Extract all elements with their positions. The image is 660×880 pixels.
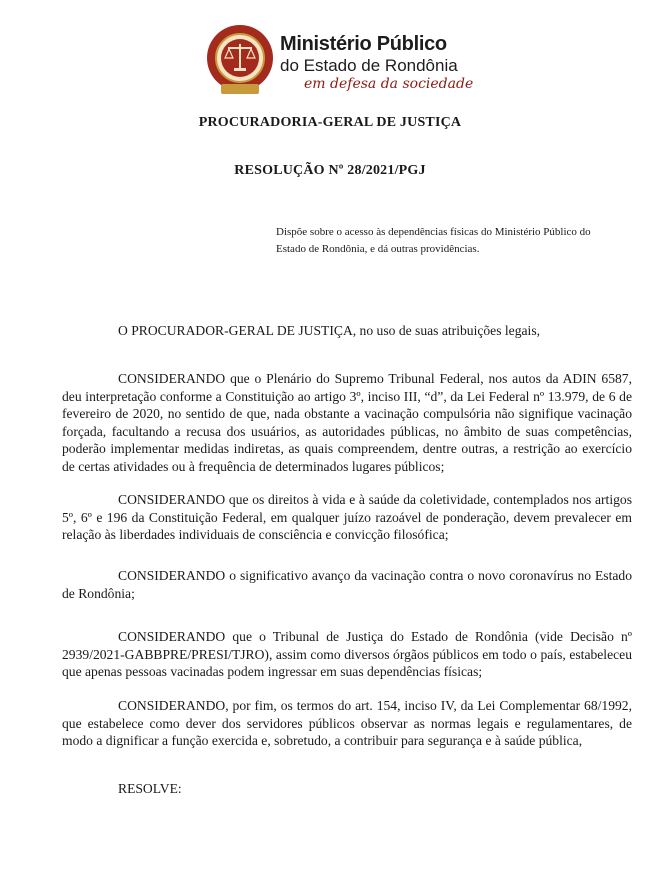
considerando-paragraph: CONSIDERANDO o significativo avanço da vacinação contra o novo coronavírus no Estado de Rondônia;: [62, 568, 632, 601]
resolve-heading: RESOLVE:: [118, 781, 182, 796]
considerando-paragraph: CONSIDERANDO, por fim, os termos do art. 154, inciso IV, da Lei Complementar 68/1992, que estabelece como dever dos servidores públicos observar as normas legais e regulamentares, de modo a dignificar a função exercida e, sobretudo, a contribuir para segurança e à saúde pública,: [62, 698, 632, 748]
institution-logo: [205, 20, 474, 100]
opening-paragraph: O PROCURADOR-GERAL DE JUSTIÇA, no uso de suas atribuições legais,: [118, 323, 541, 338]
resolution-summary: Dispõe sobre o acesso às dependências físicas do Ministério Público do Estado de Rondônia, e dá outras providências.: [276, 226, 591, 255]
scales-of-justice-seal-icon: [205, 20, 275, 96]
resolution-title: RESOLUÇÃO Nº 28/2021/PGJ: [234, 163, 426, 178]
institution-subtitle: do Estado de Rondônia: [280, 56, 458, 75]
considerando-paragraph: CONSIDERANDO que os direitos à vida e à saúde da coletividade, contemplados nos artigos 5º, 6º e 196 da Constituição Federal, em qualquer juízo razoável de ponderação, devem prevalecer em relação às liberdades individuais de consciência e convicção filosófica;: [62, 492, 632, 542]
considerando-paragraph: CONSIDERANDO que o Tribunal de Justiça do Estado de Rondônia (vide Decisão nº 2939/2021-GABBPRE/PRESI/TJRO), assim como diversos órgãos públicos em todo o país, estabeleceu que apenas pessoas vacinadas podem ingressar em suas dependências físicas;: [62, 629, 632, 679]
institution-name: Ministério Público: [280, 33, 447, 55]
institution-slogan: em defesa da sociedade: [304, 76, 474, 92]
considerando-paragraph: CONSIDERANDO que o Plenário do Supremo Tribunal Federal, nos autos da ADIN 6587, deu interpretação conforme a Constituição ao artigo 3º, inciso III, “d”, da Lei Federal nº 13.979, de 6 de fevereiro de 2020, no sentido de que, nada obstante a vacinação compulsória não signifique vacinação forçada, facultando a recusa dos usuários, as autoridades públicas, no âmbito de suas competências, poderão implementar medidas indiretas, as quais compreendem, dentre outras, a restrição ao exercício de certas atividades ou à frequência de determinados lugares públicos;: [62, 371, 632, 474]
department-heading: PROCURADORIA-GERAL DE JUSTIÇA: [198, 115, 462, 130]
